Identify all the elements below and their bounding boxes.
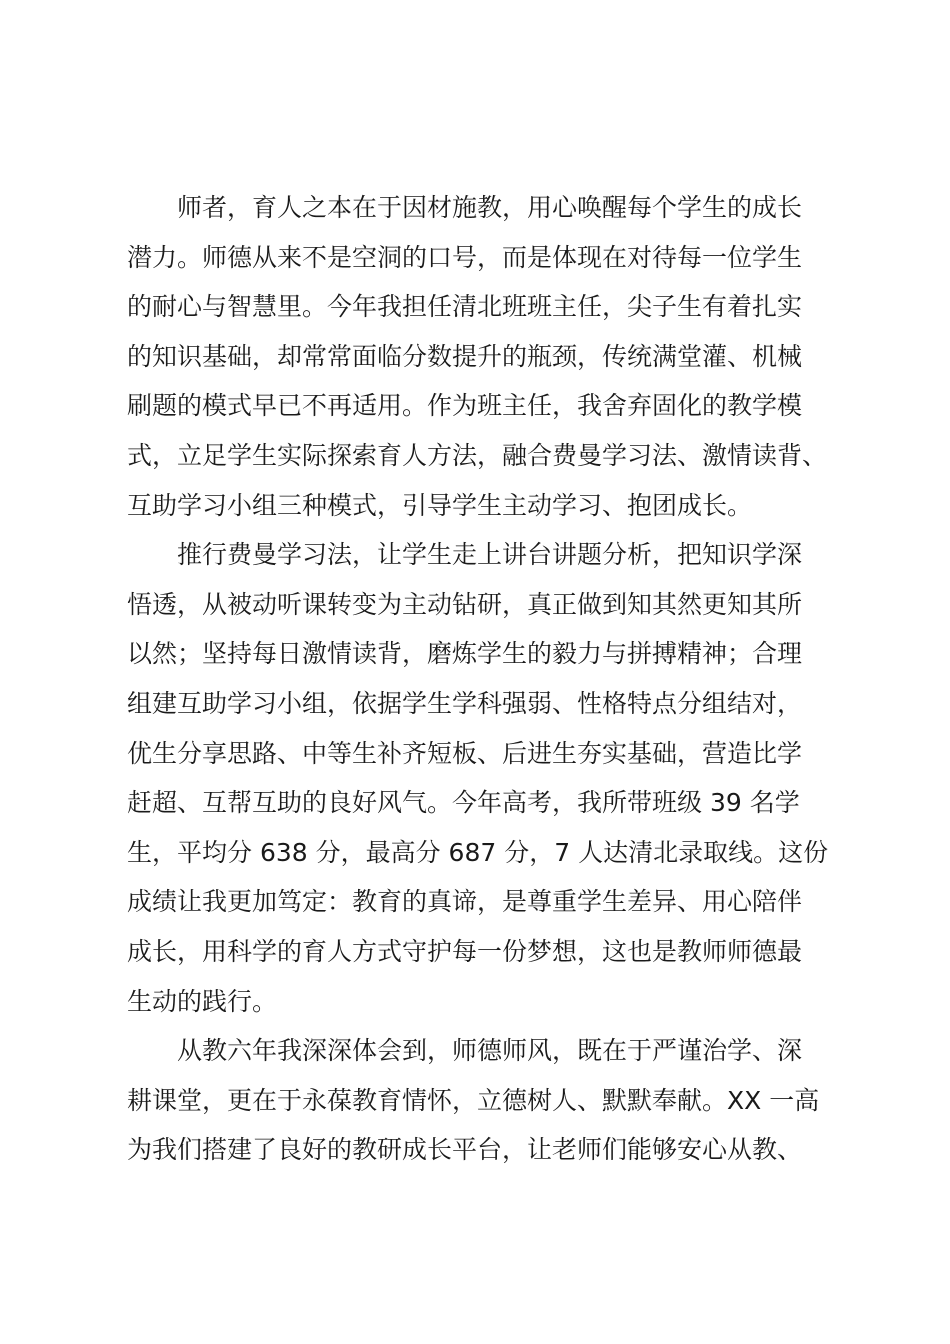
text-line: 成绩让我更加笃定：教育的真谛，是尊重学生差异、用心陪伴 (127, 887, 803, 917)
text-line: 推行费曼学习法，让学生走上讲台讲题分析，把知识学深 (177, 540, 803, 570)
text-line: 为我们搭建了良好的教研成长平台，让老师们能够安心从教、 (127, 1135, 803, 1165)
text-line: 耕课堂，更在于永葆教育情怀，立德树人、默默奉献。XX 一高 (127, 1085, 820, 1115)
paragraph-1 (127, 183, 835, 530)
text-line: 的知识基础，却常常面临分数提升的瓶颈，传统满堂灌、机械 (127, 341, 803, 371)
paragraph-3 (127, 1026, 835, 1175)
text-line: 互助学习小组三种模式，引导学生主动学习、抱团成长。 (127, 490, 753, 520)
text-line: 生，平均分 638 分，最高分 687 分，7 人达清北录取线。这份 (127, 837, 829, 867)
text-line: 赶超、互帮互助的良好风气。今年高考，我所带班级 39 名学 (127, 788, 800, 818)
text-line: 生动的践行。 (127, 986, 278, 1016)
document-body (127, 183, 835, 1175)
text-line: 刷题的模式早已不再适用。作为班主任，我舍弃固化的教学模 (127, 391, 803, 421)
text-line: 优生分享思路、中等生补齐短板、后进生夯实基础，营造比学 (127, 738, 803, 768)
text-line: 式，立足学生实际探索育人方法，融合费曼学习法、激情读背、 (127, 440, 828, 470)
paragraph-2 (127, 530, 835, 1026)
text-line: 悟透，从被动听课转变为主动钻研，真正做到知其然更知其所 (127, 589, 803, 619)
text-line: 潜力。师德从来不是空洞的口号，而是体现在对待每一位学生 (127, 242, 803, 272)
text-line: 组建互助学习小组，依据学生学科强弱、性格特点分组结对， (127, 688, 803, 718)
text-line: 成长，用科学的育人方式守护每一份梦想，这也是教师师德最 (127, 936, 803, 966)
text-line: 从教六年我深深体会到，师德师风，既在于严谨治学、深 (177, 1036, 803, 1066)
text-line: 师者，育人之本在于因材施教，用心唤醒每个学生的成长 (177, 193, 803, 222)
text-line: 的耐心与智慧里。今年我担任清北班班主任，尖子生有着扎实 (127, 292, 803, 322)
text-line: 以然；坚持每日激情读背，磨炼学生的毅力与拼搏精神；合理 (127, 639, 803, 669)
